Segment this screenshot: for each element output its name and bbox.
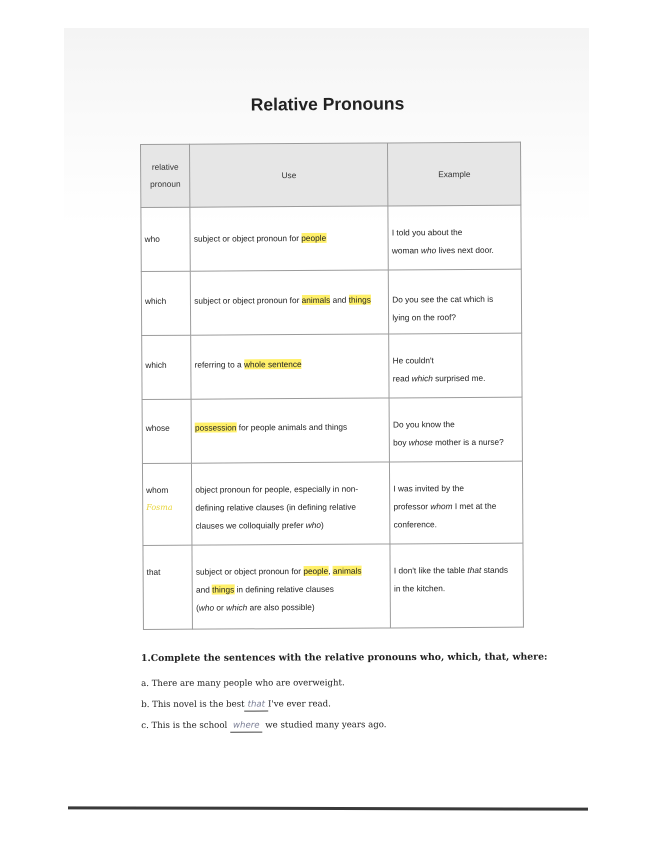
use-cell: referring to a whole sentence (191, 334, 389, 399)
answer-blank: where (230, 720, 263, 733)
table-row (142, 461, 522, 545)
use-cell: object pronoun for people, especially in non- defining relative clauses (in defining relative clauses we colloquially prefer who) (192, 462, 391, 545)
table-row (141, 205, 521, 271)
use-cell: subject or object pronoun for people, animals and things in defining relative clauses (who or which are also possible) (192, 544, 391, 629)
highlight: things (348, 294, 371, 305)
highlight: people (303, 565, 329, 577)
relative-pronouns-table (140, 142, 524, 630)
use-cell: possession for people animals and things (191, 398, 389, 463)
highlight: whole sentence (243, 359, 302, 370)
pronoun-cell: which (142, 335, 192, 399)
header-pronoun: relative pronoun (141, 144, 191, 207)
answer-blank: that (245, 699, 268, 712)
page-title: Relative Pronouns (250, 93, 405, 115)
handwritten-note: Fosma (146, 502, 173, 512)
highlight: possession (194, 422, 237, 433)
table-row (143, 543, 524, 629)
example-cell: I don't like the table that stands in the kitchen. (390, 543, 523, 628)
exercise-sentence-a: a. There are many people who are overweight. (141, 678, 345, 689)
exercise-sentence-b: b. This novel is the best that I've ever read. (141, 699, 331, 710)
highlight: animals (301, 294, 331, 306)
example-cell: He couldn't read which surprised me. (389, 333, 522, 398)
pronoun-cell: who (141, 207, 191, 271)
table-header-row (141, 142, 521, 207)
example-cell: Do you see the cat which is lying on the roof? (389, 269, 522, 334)
highlight: things (212, 584, 235, 595)
exercise-sentence-c: c. This is the school where we studied many years ago. (141, 720, 387, 731)
exercise-heading: 1.Complete the sentences with the relative pronouns who, which, that, where: (141, 651, 548, 664)
table-row (142, 397, 522, 463)
header-use: Use (190, 143, 388, 207)
use-cell: subject or object pronoun for animals and things (191, 270, 389, 335)
exercise-section (141, 651, 591, 737)
highlight: animals (332, 565, 362, 576)
pronoun-cell: whose (142, 399, 192, 463)
example-cell: I was invited by the professor whom I met at the conference. (390, 461, 523, 544)
pronoun-cell: which (141, 271, 191, 335)
table-row (142, 333, 522, 399)
pronoun-cell: whom Fosma (142, 463, 192, 545)
example-cell: Do you know the boy whose mother is a nurse? (389, 397, 522, 462)
header-example: Example (388, 142, 521, 206)
highlight: people (301, 232, 327, 244)
use-cell: subject or object pronoun for people (190, 206, 388, 271)
example-cell: I told you about the woman who lives next door. (388, 205, 521, 270)
table-row (141, 269, 521, 335)
pronoun-cell: that (143, 545, 193, 629)
